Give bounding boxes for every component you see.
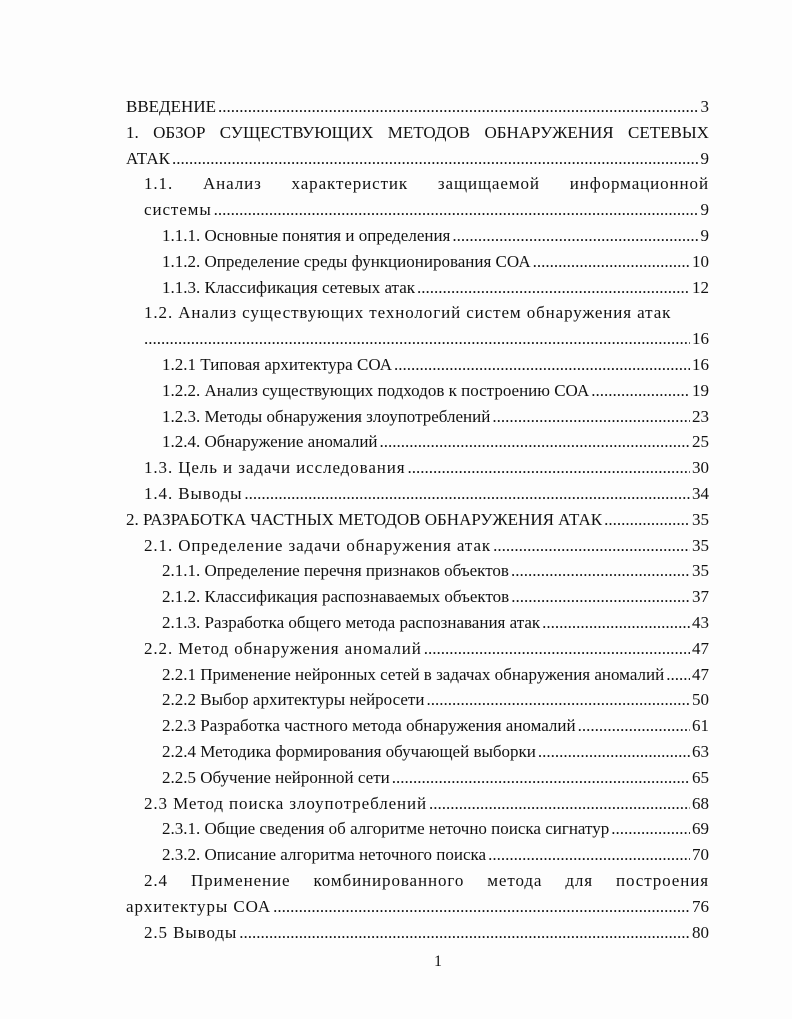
leader-dots bbox=[424, 636, 690, 662]
toc-entry-1-1-2[interactable] bbox=[126, 249, 709, 275]
toc-word: защищаемой bbox=[437, 174, 540, 194]
toc-title: 1.1.1. Основные понятия и определения bbox=[162, 225, 451, 245]
toc-page: 76 bbox=[692, 896, 709, 916]
leader-dots bbox=[426, 687, 690, 713]
toc-title: 1.2.1 Типовая архитектура СОА bbox=[162, 354, 393, 374]
leader-dots bbox=[218, 94, 699, 120]
toc-entry-1-1-3[interactable] bbox=[126, 275, 709, 301]
toc-entry-2-2-4[interactable] bbox=[126, 739, 709, 765]
toc-entry-chapter-1[interactable] bbox=[126, 120, 709, 146]
toc-entry-2-3-1[interactable] bbox=[126, 816, 709, 842]
leader-dots bbox=[511, 558, 690, 584]
leader-dots bbox=[214, 197, 699, 223]
toc-page: 16 bbox=[692, 354, 709, 374]
toc-page: 35 bbox=[692, 535, 709, 555]
leader-dots bbox=[511, 584, 690, 610]
toc-page: 69 bbox=[692, 819, 709, 839]
toc-title: 2. РАЗРАБОТКА ЧАСТНЫХ МЕТОДОВ ОБНАРУЖЕНИЯ АТАК bbox=[126, 509, 603, 529]
toc-title: 2.3 Метод поиска злоупотреблений bbox=[144, 793, 428, 813]
toc-page: 10 bbox=[692, 251, 709, 271]
toc-entry-1-2-1[interactable] bbox=[126, 352, 709, 378]
leader-dots bbox=[611, 816, 690, 842]
toc-word: Анализ bbox=[202, 174, 262, 194]
leader-dots bbox=[533, 249, 690, 275]
toc-word: информационной bbox=[569, 174, 709, 194]
leader-dots bbox=[604, 507, 690, 533]
toc-page: 35 bbox=[692, 509, 709, 529]
leader-dots bbox=[578, 713, 690, 739]
toc-title: 2.3.2. Описание алгоритма неточного поиска bbox=[162, 845, 487, 865]
toc-word: СЕТЕВЫХ bbox=[628, 122, 709, 142]
toc-page: 63 bbox=[692, 741, 709, 761]
leader-dots bbox=[452, 223, 698, 249]
leader-dots bbox=[244, 481, 690, 507]
toc-title: 2.1.2. Классификация распознаваемых объектов bbox=[162, 587, 510, 607]
toc-entry-1-2[interactable] bbox=[126, 300, 709, 326]
toc-title: ВВЕДЕНИЕ bbox=[126, 97, 216, 116]
toc-entry-1-3[interactable] bbox=[126, 455, 709, 481]
toc-page: 37 bbox=[692, 587, 709, 607]
toc-title: 2.2.2 Выбор архитектуры нейросети bbox=[162, 690, 425, 710]
toc-word: 1. bbox=[126, 122, 139, 142]
toc-title: 1.4. Выводы bbox=[144, 483, 243, 503]
toc-word: 1.1. bbox=[144, 174, 174, 194]
toc-entry-2-2-2[interactable] bbox=[126, 687, 709, 713]
toc-word: построения bbox=[615, 870, 709, 890]
toc-title: 2.1. Определение задачи обнаружения атак bbox=[144, 535, 492, 555]
toc-entry-1-1-cont[interactable] bbox=[126, 197, 709, 223]
leader-dots bbox=[429, 791, 690, 817]
toc-word: комбинированного bbox=[313, 870, 465, 890]
toc-title: 1.2.2. Анализ существующих подходов к построению СОА bbox=[162, 380, 590, 400]
toc-entry-1-2-3[interactable] bbox=[126, 404, 709, 430]
toc-page: 16 bbox=[692, 329, 709, 349]
toc-title: 2.2.4 Методика формирования обучающей выборки bbox=[162, 741, 536, 761]
toc-entry-1-2-2[interactable] bbox=[126, 378, 709, 404]
toc-title: системы bbox=[144, 200, 212, 220]
toc-page: 47 bbox=[692, 664, 709, 684]
toc-page: 23 bbox=[692, 406, 709, 426]
toc-word: метода bbox=[487, 870, 543, 890]
toc-title: 2.2. Метод обнаружения аномалий bbox=[144, 638, 422, 658]
toc-word: 2.4 bbox=[144, 870, 168, 890]
leader-dots bbox=[144, 326, 690, 352]
toc-title: 2.1.1. Определение перечня признаков объектов bbox=[162, 561, 509, 581]
toc-word: ОБНАРУЖЕНИЯ bbox=[484, 122, 614, 142]
toc-title: 2.2.3 Разработка частного метода обнаружения аномалий bbox=[162, 716, 576, 736]
toc-page: 9 bbox=[700, 148, 709, 168]
toc-entry-2-1-2[interactable] bbox=[126, 584, 709, 610]
toc-page: 61 bbox=[692, 716, 709, 736]
leader-dots bbox=[493, 533, 690, 559]
toc-title: 2.2.5 Обучение нейронной сети bbox=[162, 767, 390, 787]
toc-word: для bbox=[565, 870, 593, 890]
toc-page: 43 bbox=[692, 612, 709, 632]
toc-page: 68 bbox=[692, 793, 709, 813]
toc-entry-2-5[interactable] bbox=[126, 920, 709, 946]
toc-entry-chapter-2[interactable] bbox=[126, 507, 709, 533]
toc-entry-1-1[interactable] bbox=[126, 171, 709, 197]
toc-word: Применение bbox=[190, 870, 291, 890]
toc-page: 19 bbox=[692, 380, 709, 400]
leader-dots bbox=[392, 765, 690, 791]
toc-page: 25 bbox=[692, 432, 709, 452]
toc-entry-1-2-cont[interactable] bbox=[126, 326, 709, 352]
toc-entry-introduction[interactable] bbox=[126, 94, 709, 120]
toc-title: 1.2.3. Методы обнаружения злоупотреблений bbox=[162, 406, 491, 426]
toc-entry-chapter-1-cont[interactable] bbox=[126, 146, 709, 172]
leader-dots bbox=[417, 275, 690, 301]
toc-entry-2-4[interactable] bbox=[126, 868, 709, 894]
toc-page: 35 bbox=[692, 561, 709, 581]
toc-title: 1.2.4. Обнаружение аномалий bbox=[162, 432, 378, 452]
toc-page: 70 bbox=[692, 845, 709, 865]
leader-dots bbox=[407, 455, 690, 481]
leader-dots bbox=[492, 404, 690, 430]
toc-title: 1.2. Анализ существующих технологий систем обнаружения атак bbox=[144, 303, 672, 323]
leader-dots bbox=[542, 610, 690, 636]
leader-dots bbox=[666, 662, 690, 688]
toc-entry-1-1-1[interactable] bbox=[126, 223, 709, 249]
toc-entry-2-2-1[interactable] bbox=[126, 662, 709, 688]
toc-entry-2-2[interactable] bbox=[126, 636, 709, 662]
leader-dots bbox=[172, 146, 699, 172]
toc-page: 47 bbox=[692, 638, 709, 658]
leader-dots bbox=[488, 842, 690, 868]
page-number: 1 bbox=[434, 953, 442, 970]
toc-title: 1.3. Цель и задачи исследования bbox=[144, 458, 406, 478]
leader-dots bbox=[239, 920, 690, 946]
toc-word: СУЩЕСТВУЮЩИХ bbox=[219, 122, 374, 142]
toc-entry-2-3[interactable] bbox=[126, 791, 709, 817]
toc-word: характеристик bbox=[291, 174, 409, 194]
toc-page: 9 bbox=[700, 225, 709, 245]
toc-entry-1-2-4[interactable] bbox=[126, 429, 709, 455]
toc-entry-2-4-cont[interactable] bbox=[126, 894, 709, 920]
leader-dots bbox=[380, 429, 690, 455]
leader-dots bbox=[538, 739, 690, 765]
toc-page: 65 bbox=[692, 767, 709, 787]
toc-entry-2-2-3[interactable] bbox=[126, 713, 709, 739]
leader-dots bbox=[394, 352, 690, 378]
toc-entry-1-4[interactable] bbox=[126, 481, 709, 507]
toc-title: 2.1.3. Разработка общего метода распознавания атак bbox=[162, 612, 541, 632]
toc-title: архитектуры СОА bbox=[126, 896, 272, 916]
toc-entry-2-1[interactable] bbox=[126, 533, 709, 559]
leader-dots bbox=[591, 378, 690, 404]
table-of-contents bbox=[126, 94, 709, 945]
toc-title: 1.1.2. Определение среды функционирования СОА bbox=[162, 251, 531, 271]
toc-title: 2.2.1 Применение нейронных сетей в задачах обнаружения аномалий bbox=[162, 664, 665, 684]
toc-title: АТАК bbox=[126, 148, 170, 168]
toc-page: 34 bbox=[692, 483, 709, 503]
toc-page: 50 bbox=[692, 690, 709, 710]
toc-entry-2-1-1[interactable] bbox=[126, 558, 709, 584]
toc-entry-2-1-3[interactable] bbox=[126, 610, 709, 636]
leader-dots bbox=[273, 894, 690, 920]
toc-page: 12 bbox=[692, 277, 709, 297]
toc-title: 2.5 Выводы bbox=[144, 922, 238, 942]
toc-title: 1.1.3. Классификация сетевых атак bbox=[162, 277, 415, 297]
toc-page: 30 bbox=[692, 458, 709, 478]
toc-word: ОБЗОР bbox=[153, 122, 206, 142]
toc-page: 9 bbox=[700, 200, 709, 220]
toc-entry-2-2-5[interactable] bbox=[126, 765, 709, 791]
toc-entry-2-3-2[interactable] bbox=[126, 842, 709, 868]
toc-word: МЕТОДОВ bbox=[387, 122, 471, 142]
toc-page: 3 bbox=[700, 97, 709, 116]
toc-title: 2.3.1. Общие сведения об алгоритме неточно поиска сигнатур bbox=[162, 819, 610, 839]
toc-page: 80 bbox=[692, 922, 709, 942]
